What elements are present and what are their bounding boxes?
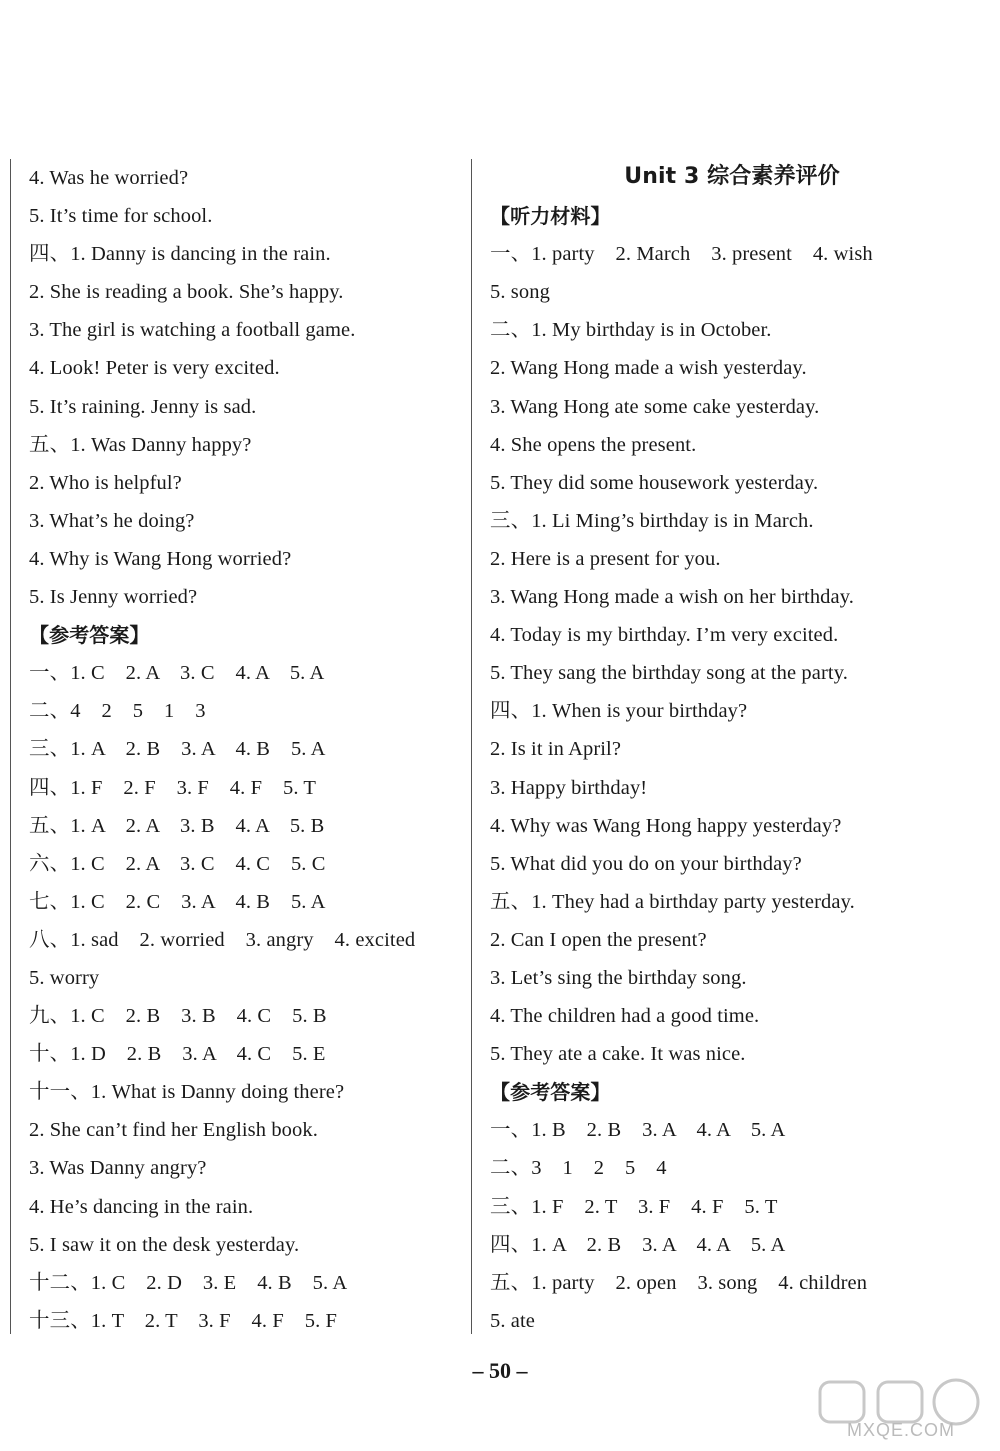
- right-column: [471, 159, 992, 1334]
- answer-line: 十一、1. What is Danny doing there?: [29, 1081, 345, 1104]
- answer-line: 2. Here is a present for you.: [490, 547, 721, 570]
- answer-line: 二、3 1 2 5 4: [490, 1157, 667, 1180]
- answer-line: 4. She opens the present.: [490, 433, 697, 456]
- answer-line: 5. What did you do on your birthday?: [490, 852, 802, 875]
- answer-line: 2. Who is helpful?: [29, 471, 182, 494]
- answer-line: 5. It’s time for school.: [29, 205, 213, 228]
- answer-line: 十二、1. C 2. D 3. E 4. B 5. A: [29, 1271, 348, 1294]
- answer-line: 三、1. A 2. B 3. A 4. B 5. A: [29, 738, 326, 761]
- answer-line: 一、1. C 2. A 3. C 4. A 5. A: [29, 662, 325, 685]
- unit-title: Unit 3 综合素养评价: [624, 164, 840, 189]
- answer-line: 八、1. sad 2. worried 3. angry 4. excited: [29, 928, 416, 951]
- answer-line: 2. Wang Hong made a wish yesterday.: [490, 357, 807, 380]
- answer-line: 3. What’s he doing?: [29, 509, 195, 532]
- answer-line: 5. song: [490, 281, 550, 304]
- answer-line: 3. The girl is watching a football game.: [29, 319, 356, 342]
- answer-line: 2. Is it in April?: [490, 738, 622, 761]
- answer-line: 一、1. B 2. B 3. A 4. A 5. A: [490, 1119, 786, 1142]
- answer-line: 4. The children had a good time.: [490, 1005, 760, 1028]
- answer-line: 六、1. C 2. A 3. C 4. C 5. C: [29, 852, 326, 875]
- answer-line: 五、1. They had a birthday party yesterday.: [490, 890, 855, 913]
- answer-line: 4. Look! Peter is very excited.: [29, 357, 280, 380]
- answer-line: 十三、1. T 2. T 3. F 4. F 5. F: [29, 1309, 338, 1332]
- watermark-url: MXQE.COM: [846, 1420, 955, 1440]
- section-heading: 【听力材料】: [490, 204, 611, 229]
- answer-line: 3. Wang Hong made a wish on her birthday.: [490, 586, 854, 609]
- page-number: – 50 –: [472, 1358, 528, 1383]
- left-column: [10, 159, 466, 1334]
- answer-line: 五、1. A 2. A 3. B 4. A 5. B: [29, 814, 325, 837]
- answer-line: 十、1. D 2. B 3. A 4. C 5. E: [29, 1043, 326, 1066]
- answer-line: 2. She is reading a book. She’s happy.: [29, 281, 344, 304]
- right-column-lines: [472, 197, 992, 1340]
- answer-line: 二、4 2 5 1 3: [29, 700, 206, 723]
- answer-line: 5. worry: [29, 966, 100, 989]
- answer-line: 3. Wang Hong ate some cake yesterday.: [490, 395, 820, 418]
- answer-line: 5. Is Jenny worried?: [29, 586, 198, 609]
- answer-line: 3. Was Danny angry?: [29, 1157, 207, 1180]
- answer-line: 2. She can’t find her English book.: [29, 1119, 318, 1142]
- answer-line: 五、1. party 2. open 3. song 4. children: [490, 1271, 868, 1294]
- answer-line: 4. He’s dancing in the rain.: [29, 1195, 254, 1218]
- answer-line: 3. Let’s sing the birthday song.: [490, 966, 747, 989]
- answer-line: 4. Why was Wang Hong happy yesterday?: [490, 814, 842, 837]
- left-column-lines: [11, 159, 466, 1340]
- answer-line: 四、1. Danny is dancing in the rain.: [29, 243, 331, 266]
- answer-line: 4. Was he worried?: [29, 167, 189, 189]
- answer-line: 5. They did some housework yesterday.: [490, 471, 819, 494]
- section-heading: 【参考答案】: [29, 623, 150, 648]
- answer-line: 九、1. C 2. B 3. B 4. C 5. B: [29, 1005, 327, 1028]
- answer-line: 三、1. F 2. T 3. F 4. F 5. T: [490, 1195, 778, 1218]
- answer-line: 5. They sang the birthday song at the party.: [490, 662, 848, 685]
- answer-line: 四、1. F 2. F 3. F 4. F 5. T: [29, 776, 317, 799]
- answer-line: 5. ate: [490, 1309, 535, 1332]
- answer-line: 4. Why is Wang Hong worried?: [29, 547, 292, 570]
- answer-line: 2. Can I open the present?: [490, 928, 707, 951]
- answer-line: 5. They ate a cake. It was nice.: [490, 1043, 746, 1066]
- answer-line: 5. I saw it on the desk yesterday.: [29, 1233, 300, 1256]
- answer-line: 3. Happy birthday!: [490, 776, 648, 799]
- answer-line: 四、1. A 2. B 3. A 4. A 5. A: [490, 1233, 786, 1256]
- answer-line: 五、1. Was Danny happy?: [29, 433, 252, 456]
- answer-line: 4. Today is my birthday. I’m very excited.: [490, 624, 839, 647]
- answer-line: 一、1. party 2. March 3. present 4. wish: [490, 243, 873, 266]
- answer-line: 七、1. C 2. C 3. A 4. B 5. A: [29, 890, 326, 913]
- answer-line: 5. It’s raining. Jenny is sad.: [29, 395, 257, 418]
- answer-line: 二、1. My birthday is in October.: [490, 319, 772, 342]
- answer-line: 四、1. When is your birthday?: [490, 700, 748, 723]
- answer-line: 三、1. Li Ming’s birthday is in March.: [490, 509, 814, 532]
- section-heading: 【参考答案】: [490, 1080, 611, 1105]
